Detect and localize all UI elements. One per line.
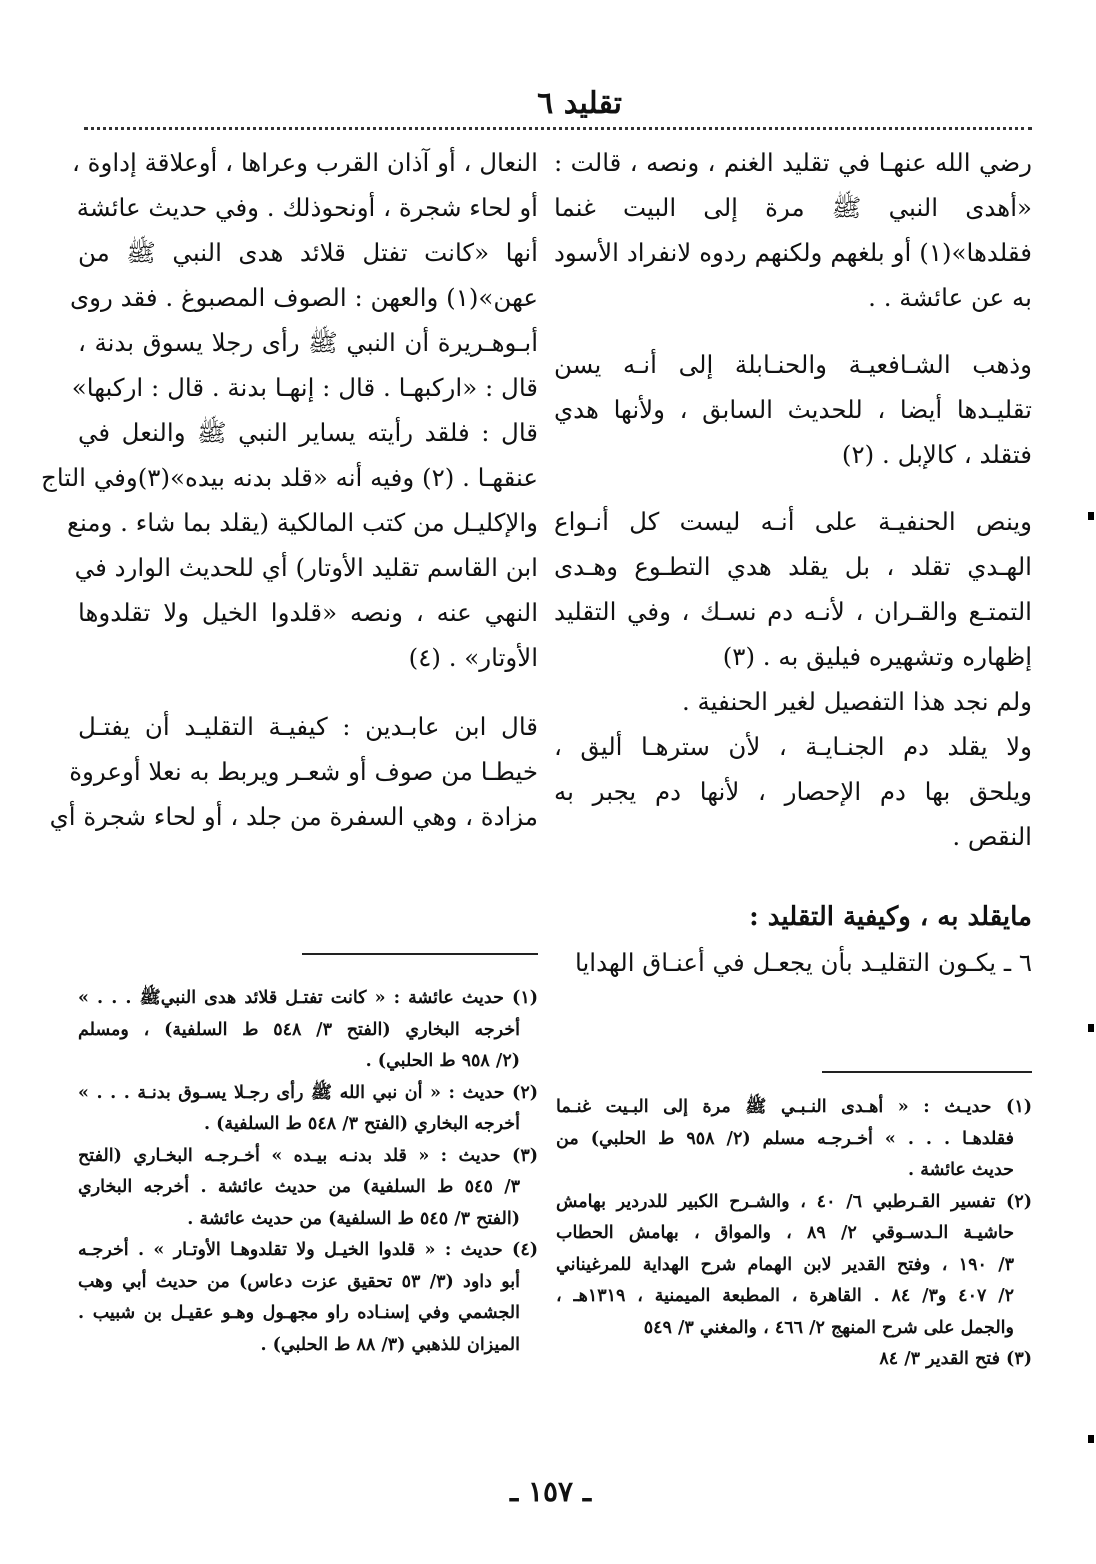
text-line: رضي الله عنهـا في تقليد الغنم ، ونصه ، قالت :	[554, 148, 1032, 177]
footnote-line: الميزان للذهبي (٣/ ٨٨ ط الحلبي) .	[260, 1334, 520, 1355]
text-line: ابن القاسم تقليد الأوتار) أي للحديث الوارد في	[74, 553, 538, 582]
footnote-line: (٢/ ٩٥٨ ط الحلبي) .	[365, 1051, 520, 1071]
footnote-line: أخرجه البخاري (الفتح ٣/ ٥٤٨ ط السلفية) ، ومسلم	[78, 1019, 520, 1040]
text-line: خيطـا من صوف أو شعـر ويربط به نعلا أوعروة	[69, 757, 538, 786]
text-line: ولم نجد هذا التفصيل لغير الحنفية .	[681, 687, 1032, 716]
text-line: ويلحق بها دم الإحصار ، لأنها دم يجبر به	[554, 777, 1032, 806]
footnote-line: (١) حديث عائشة : « كانت تفتـل قلائد هدى النبيﷺ . . . »	[78, 988, 538, 1008]
text-line: أو لحاء شجرة ، أونحوذلك . وفي حديث عائشة	[76, 193, 538, 222]
text-line: عنقهـا . (٢) وفيه أنه «قلد بدنه بيده»(٣)وفي التاج	[41, 463, 538, 492]
page-header-title: تقليد ٦	[537, 86, 622, 121]
paragraph	[554, 940, 1032, 985]
right-column	[554, 140, 1032, 985]
text-line: فتقلد ، كالإبل . (٢)	[841, 440, 1032, 469]
text-line: النعال ، أو آذان القرب وعراها ، أوعلاقة إداوة ،	[71, 148, 538, 177]
left-column	[41, 140, 538, 839]
text-line: النقص .	[952, 822, 1032, 851]
paragraph	[554, 140, 1032, 320]
footnote-line: الجشمي وفي إسنـاده راو مجهـول وهـو عقيـل بن شبيب .	[78, 1303, 520, 1323]
margin-mark	[1088, 1024, 1094, 1032]
footnotes-right	[556, 1092, 1032, 1376]
footnote-line: ٢/ ٤٠٧ و٣/ ٨٤ . القاهرة ، المطبعة الميمنية ، ١٣١٩هـ ،	[556, 1286, 1014, 1306]
footnote-line: حاشيـة الـدسـوقي ٢/ ٨٩ ، والمواق ، بهامش الحطاب	[556, 1223, 1015, 1243]
section-gap	[554, 859, 1032, 895]
text-line: ولا يقلد دم الجنـايـة ، لأن سترهـا أليق ،	[554, 732, 1032, 761]
margin-mark	[1088, 1435, 1094, 1443]
footnote-line: أبو داود (٣/ ٥٣ تحقيق عزت دعاس) من حديث أبي وهب	[78, 1271, 521, 1292]
text-line: عهن»(١) والعهن : الصوف المصبوغ . فقد روى	[69, 283, 538, 312]
text-line: التمتـع والقـران ، لأنـه دم نسـك ، وفي التقليد	[554, 597, 1032, 626]
text-line: قال : فلقد رأيته يساير النبي ﷺ والنعل في	[78, 418, 538, 447]
footnote-line: (٤) حديث : « قلدوا الخيـل ولا تقلدوهـا الأوتـار » . أخرجـه	[78, 1240, 538, 1260]
paragraph	[554, 342, 1032, 477]
paragraph-gap	[554, 320, 1032, 342]
text-line: ٦ ـ يكـون التقليـد بأن يجعـل في أعنـاق الهدايا	[574, 948, 1032, 977]
paragraph-gap	[554, 477, 1032, 499]
text-line: مزادة ، وهي السفرة من جلد ، أو لحاء شجرة أي	[49, 802, 538, 831]
text-line: «أهدى النبي ﷺ مرة إلى البيت غنما	[554, 193, 1032, 222]
footnote-line: أخرجه البخاري (الفتح ٣/ ٥٤٨ ط السلفية) .	[203, 1114, 520, 1134]
footnotes-left	[78, 983, 538, 1361]
footnote-line: والجمل على شرح المنهج ٢/ ٤٦٦ ، والمغني ٣/ ٥٤٩	[643, 1317, 1014, 1338]
text-line: أنها «كانت تفتل قلائد هدى النبي ﷺ من	[78, 238, 538, 267]
text-line: به عن عائشة . .	[868, 283, 1032, 312]
footnote-line: فقلدهـا . . . » أخـرجـه مسلم (٢/ ٩٥٨ ط الحلبي) من	[556, 1128, 1015, 1149]
paragraph	[554, 724, 1032, 859]
text-line: قال ابن عابـدين : كيفيـة التقليـد أن يفتـل	[78, 712, 538, 741]
text-line: وينص الحنفيـة على أنـه ليست كل أنـواع	[554, 507, 1032, 536]
text-line: والإكليـل من كتب المالكية (يقلد بما شاء . ومنع	[66, 508, 538, 537]
footnote-line: ٣/ ١٩٠ ، وفتح القدير لابن الهمام شرح الهداية للمرغيناني	[556, 1254, 1014, 1275]
paragraph	[554, 499, 1032, 679]
text-line: تقليـدها أيضا ، للحديث السابق ، ولأنها هدي	[554, 395, 1032, 424]
footnote-line: (الفتح ٣/ ٥٤٥ ط السلفية) من حديث عائشة .	[187, 1208, 520, 1229]
paragraph	[49, 704, 538, 839]
footnote-line: (٢) تفسير القـرطبي ٦/ ٤٠ ، والشـرح الكبير للدردير بهامش	[556, 1191, 1033, 1212]
paragraph	[554, 679, 1032, 724]
text-line: فقلدها»(١) أو بلغهم ولكنهم ردوه لانفراد الأسود	[554, 238, 1032, 267]
page-number: ـ ١٥٧ ـ	[510, 1475, 592, 1508]
footnote-line: (١) حديـث : « أهـدى النـبـي ﷺ مرة إلى البـيت غنـما	[556, 1097, 1032, 1117]
text-line: قال : «اركبهـا . قال : إنهـا بدنة . قال : اركبها»	[71, 373, 538, 402]
text-line: النهي عنه ، ونصه «قلدوا الخيل ولا تقلدوها	[78, 598, 538, 627]
margin-mark	[1088, 512, 1094, 520]
header-dotted-rule	[84, 127, 1032, 130]
paragraph-gap	[78, 680, 538, 704]
footnote-line: ٣/ ٥٤٥ ط السلفية) من حديث عائشة . أخرجه البخاري	[78, 1177, 521, 1197]
text-line: وذهب الشـافعيـة والحنـابلة إلى أنـه يسن	[554, 350, 1032, 379]
footnote-rule	[822, 1071, 1032, 1073]
section-heading: مايقلد به ، وكيفية التقليد :	[749, 902, 1032, 932]
footnote-line: حديث عائشة .	[908, 1160, 1014, 1180]
footnote-rule	[302, 953, 538, 955]
footnote-line: (٢) حديث : « أن نبي الله ﷺ رأى رجـلا يسـوق بدنـة . . . »	[78, 1082, 538, 1103]
paragraph	[41, 140, 538, 680]
text-line: أبـوهـريرة أن النبي ﷺ رأى رجلا يسوق بدنة ،	[78, 328, 538, 357]
text-line: الأوتار» . (٤)	[408, 643, 538, 672]
text-line: الهـدي تقلد ، بل يقلد هدي التطـوع وهـدى	[554, 552, 1032, 581]
text-line: إظهاره وتشهيره فيليق به . (٣)	[722, 642, 1032, 671]
footnote-line: (٣) حديث : « قلد بدنـه بيـده » أخـرجـه البخـاري (الفتح	[78, 1145, 538, 1166]
footnote-line: (٣) فتح القدير ٣/ ٨٤	[879, 1349, 1032, 1369]
